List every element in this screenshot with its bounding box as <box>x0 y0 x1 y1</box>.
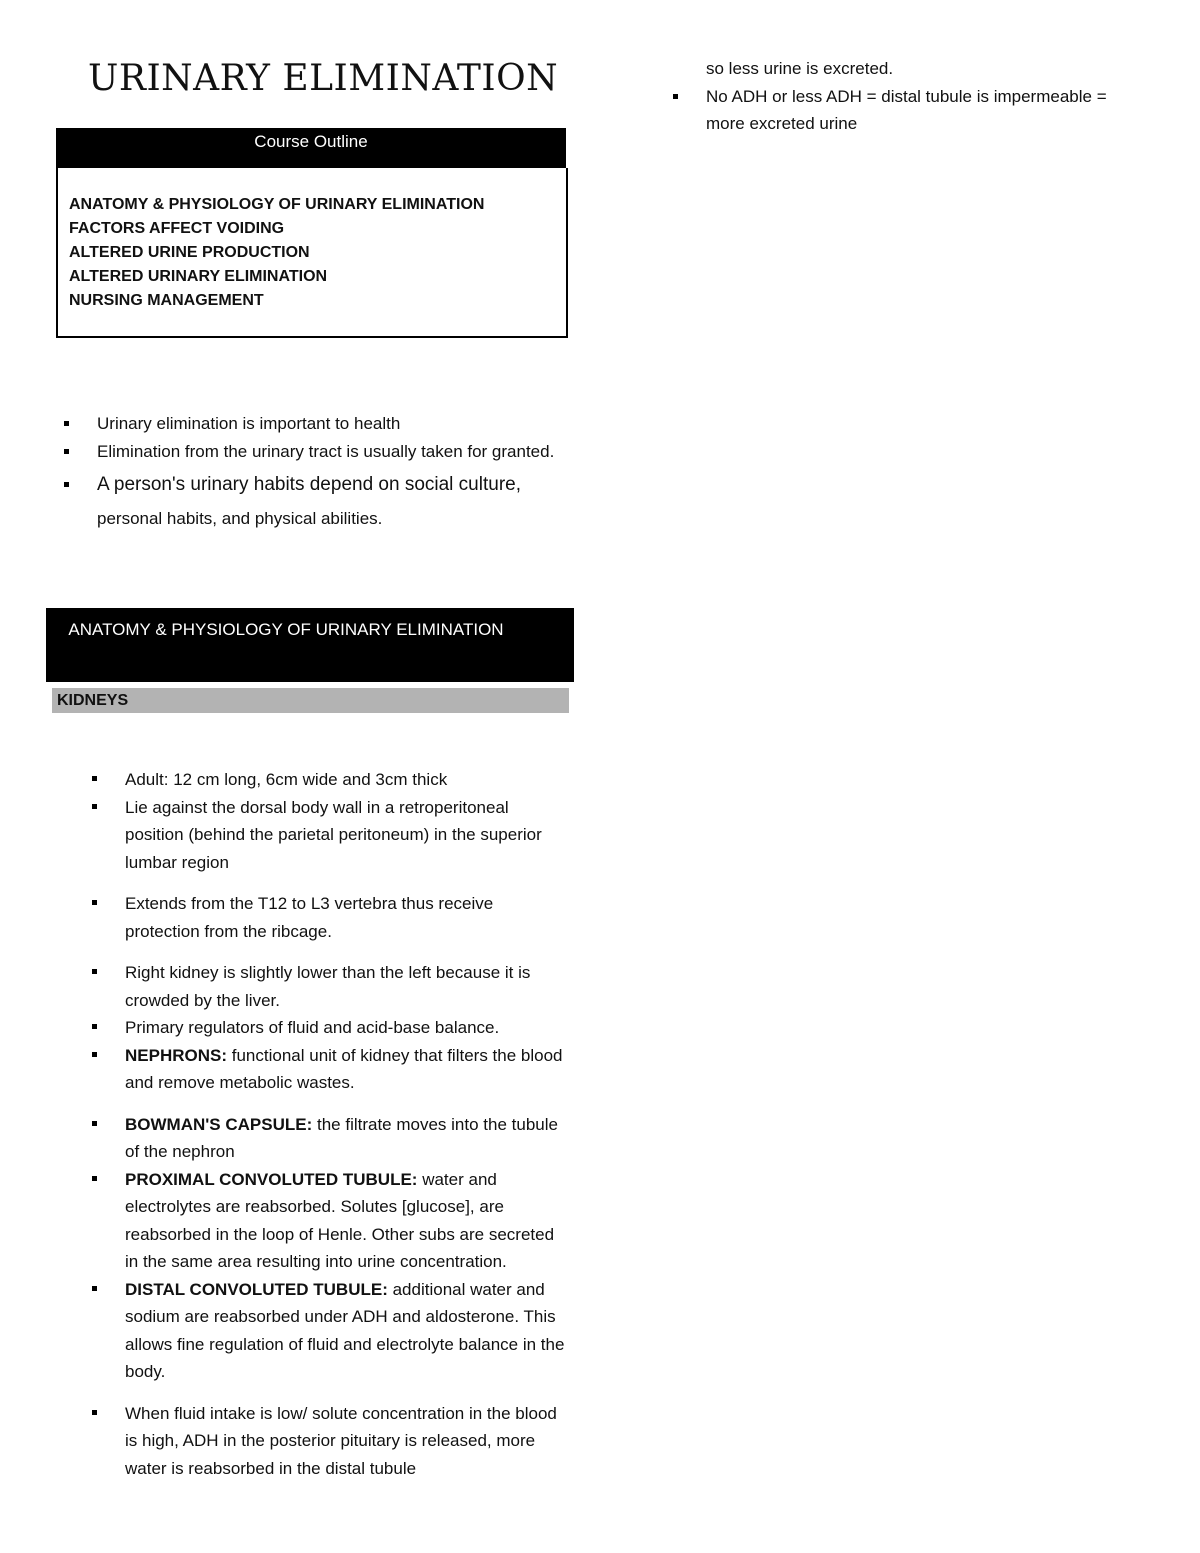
kidney-bullet: When fluid intake is low/ solute concentration in the blood is high, ADH in the posterior pituitary is released, more water is reabsorbed in the distal tubule <box>125 1400 565 1483</box>
intro-bullet: Elimination from the urinary tract is usually taken for granted. <box>97 438 567 466</box>
intro-bullet-continuation: personal habits, and physical abilities. <box>97 509 383 528</box>
right-bullet: No ADH or less ADH = distal tubule is impermeable = more excreted urine <box>706 83 1146 138</box>
outline-item: ALTERED URINE PRODUCTION <box>69 244 310 261</box>
term-label: PROXIMAL CONVOLUTED TUBULE: <box>125 1169 418 1189</box>
course-outline-header: Course Outline <box>56 128 566 168</box>
intro-bullet-list <box>97 410 567 533</box>
course-outline-box <box>56 168 568 338</box>
section-header <box>46 608 574 682</box>
term-label: DISTAL CONVOLUTED TUBULE: <box>125 1279 388 1299</box>
continuation-text: so less urine is excreted. <box>706 59 894 78</box>
intro-bullet: A person's urinary habits depend on social culture, <box>97 465 567 505</box>
course-outline-list <box>58 168 566 313</box>
kidney-bullet: Adult: 12 cm long, 6cm wide and 3cm thick <box>125 766 565 794</box>
kidney-bullet: NEPHRONS: functional unit of kidney that filters the blood and remove metabolic wastes. <box>125 1042 565 1097</box>
right-column-list <box>706 55 1146 138</box>
kidneys-bullet-list <box>125 766 565 1482</box>
section-header-text: ANATOMY & PHYSIOLOGY OF URINARY ELIMINATION <box>68 620 504 639</box>
outline-item: FACTORS AFFECT VOIDING <box>69 220 285 237</box>
kidneys-subheader: KIDNEYS <box>52 688 569 713</box>
term-label: BOWMAN'S CAPSULE: <box>125 1114 313 1134</box>
kidney-bullet: BOWMAN'S CAPSULE: the filtrate moves into the tubule of the nephron <box>125 1111 565 1166</box>
outline-item: ALTERED URINARY ELIMINATION <box>69 268 328 285</box>
kidney-bullet: Right kidney is slightly lower than the left because it is crowded by the liver. <box>125 959 565 1014</box>
term-label: NEPHRONS: <box>125 1045 228 1065</box>
kidney-bullet: Extends from the T12 to L3 vertebra thus receive protection from the ribcage. <box>125 890 565 945</box>
kidney-bullet: PROXIMAL CONVOLUTED TUBULE: water and electrolytes are reabsorbed. Solutes [glucose], are reabsorbed in the loop of Henle. Other subs are secreted in the same area resulting into urine concentration. <box>125 1166 565 1276</box>
document-title: URINARY ELIMINATION <box>88 58 559 99</box>
outline-item: ANATOMY & PHYSIOLOGY OF URINARY ELIMINATION <box>69 196 485 213</box>
intro-bullet: Urinary elimination is important to health <box>97 410 567 438</box>
kidney-bullet: DISTAL CONVOLUTED TUBULE: additional water and sodium are reabsorbed under ADH and aldosterone. This allows fine regulation of fluid and electrolyte balance in the body. <box>125 1276 565 1386</box>
kidney-bullet: Primary regulators of fluid and acid-base balance. <box>125 1014 565 1042</box>
outline-item: NURSING MANAGEMENT <box>69 292 264 309</box>
kidney-bullet: Lie against the dorsal body wall in a retroperitoneal position (behind the parietal peritoneum) in the superior lumbar region <box>125 794 565 877</box>
